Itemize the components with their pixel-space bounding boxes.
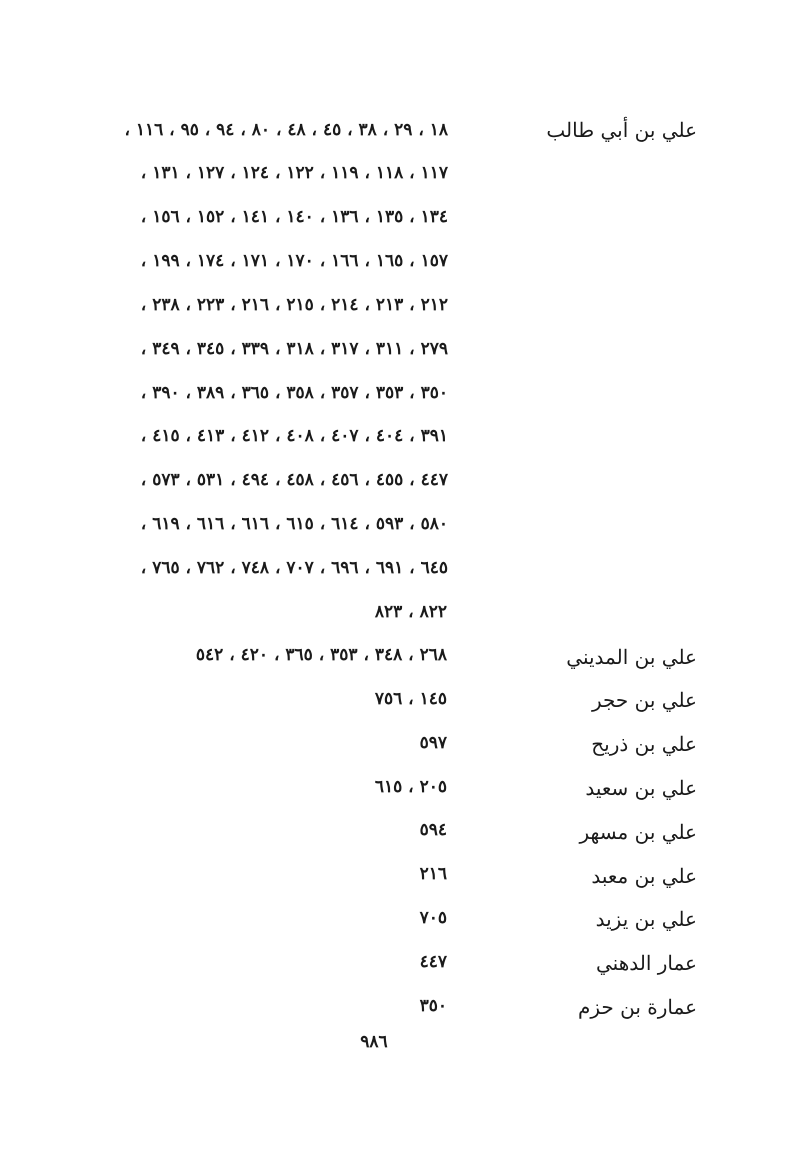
entry-pages: ٢٠٥ ، ٦١٥ — [374, 777, 447, 797]
entry-name: علي بن أبي طالب — [546, 118, 697, 142]
entry-pages: ٣٥٠ — [419, 996, 447, 1016]
entry-pages: ١٨ ، ٢٩ ، ٣٨ ، ٤٥ ، ٤٨ ، ٨٠ ، ٩٤ ، ٩٥ ، ١١٦ ، — [124, 120, 448, 140]
entry-pages: ١٣٤ ، ١٣٥ ، ١٣٦ ، ١٤٠ ، ١٤١ ، ١٥٢ ، ١٥٦ ، — [140, 207, 448, 227]
entry-pages: ٢٦٨ ، ٣٤٨ ، ٣٥٣ ، ٣٦٥ ، ٤٢٠ ، ٥٤٢ — [195, 645, 447, 665]
entry-pages: ٢٧٩ ، ٣١١ ، ٣١٧ ، ٣١٨ ، ٣٣٩ ، ٣٤٥ ، ٣٤٩ ، — [140, 339, 448, 359]
entry-name: علي بن معبد — [591, 864, 697, 888]
entry-name: علي بن المديني — [566, 645, 697, 669]
entry-name: علي بن حجر — [591, 688, 697, 712]
entry-pages: ١١٧ ، ١١٨ ، ١١٩ ، ١٢٢ ، ١٢٤ ، ١٢٧ ، ١٣١ ، — [140, 163, 448, 183]
entry-pages: ٧٠٥ — [419, 908, 447, 928]
entry-pages: ١٤٥ ، ٧٥٦ — [374, 689, 447, 709]
entry-pages: ٣٥٠ ، ٣٥٣ ، ٣٥٧ ، ٣٥٨ ، ٣٦٥ ، ٣٨٩ ، ٣٩٠ ، — [140, 383, 448, 403]
entry-pages: ٢١٦ — [419, 864, 447, 884]
entry-pages: ٢١٢ ، ٢١٣ ، ٢١٤ ، ٢١٥ ، ٢١٦ ، ٢٢٣ ، ٢٣٨ ، — [140, 295, 448, 315]
entry-name: علي بن مسهر — [579, 820, 697, 844]
page-number: ٩٨٦ — [360, 1032, 388, 1052]
entry-name: عمار الدهني — [595, 951, 697, 975]
entry-pages: ٣٩١ ، ٤٠٤ ، ٤٠٧ ، ٤٠٨ ، ٤١٢ ، ٤١٣ ، ٤١٥ ، — [140, 426, 448, 446]
entry-pages: ٥٨٠ ، ٥٩٣ ، ٦١٤ ، ٦١٥ ، ٦١٦ ، ٦١٦ ، ٦١٩ ، — [140, 514, 448, 534]
entry-pages: ٥٩٤ — [419, 820, 447, 840]
entry-name: عمارة بن حزم — [577, 995, 697, 1019]
entry-pages: ٨٢٢ ، ٨٢٣ — [374, 602, 447, 622]
entry-pages: ٦٤٥ ، ٦٩١ ، ٦٩٦ ، ٧٠٧ ، ٧٤٨ ، ٧٦٢ ، ٧٦٥ ، — [140, 558, 448, 578]
entry-pages: ٥٩٧ — [419, 733, 447, 753]
entry-pages: ٤٤٧ ، ٤٥٥ ، ٤٥٦ ، ٤٥٨ ، ٤٩٤ ، ٥٣١ ، ٥٧٣ ، — [140, 470, 448, 490]
entry-pages: ١٥٧ ، ١٦٥ ، ١٦٦ ، ١٧٠ ، ١٧١ ، ١٧٤ ، ١٩٩ ، — [140, 251, 448, 271]
entry-name: علي بن ذريح — [591, 732, 697, 756]
entry-name: علي بن سعيد — [585, 776, 697, 800]
entry-name: علي بن يزيد — [595, 907, 697, 931]
entry-pages: ٤٤٧ — [419, 952, 447, 972]
